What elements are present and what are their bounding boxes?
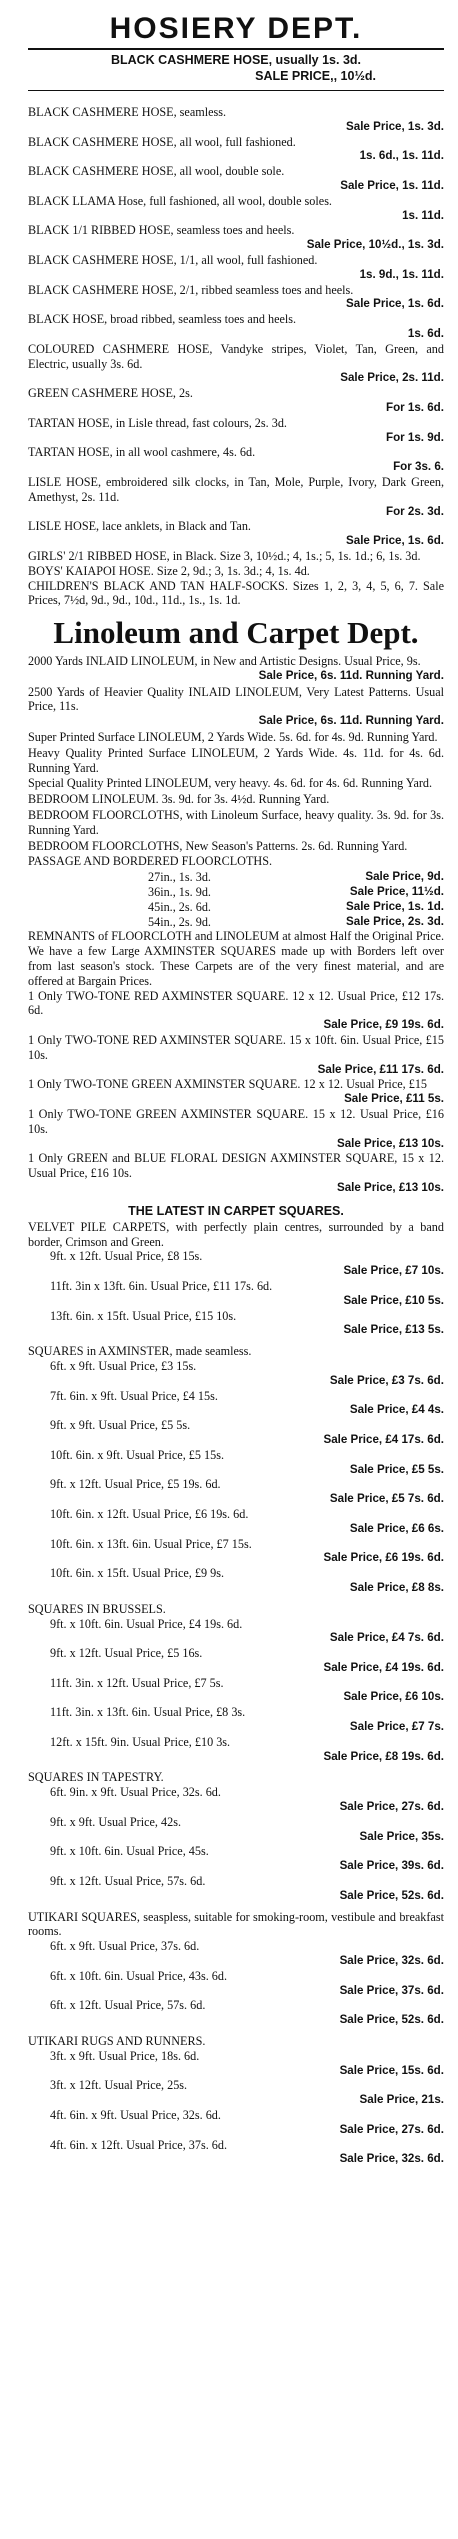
- carpet-groups: [28, 1220, 444, 2167]
- list-item: [28, 312, 444, 342]
- list-item: [28, 564, 444, 579]
- carpet-group-heading: VELVET PILE CARPETS, with perfectly plain centres, surrounded by a band border, Crimson and Green.: [28, 1219, 444, 1249]
- item-sale-price: 1s. 6d.: [407, 326, 444, 340]
- size-sale-price: Sale Price, £10 5s.: [343, 1293, 444, 1307]
- size-sale-price: Sale Price, £4 4s.: [349, 1403, 444, 1417]
- carpet-group: [28, 1220, 444, 1338]
- item-description: BLACK CASHMERE HOSE, seamless.: [28, 105, 227, 119]
- item-description: 1 Only GREEN and BLUE FLORAL DESIGN AXMINSTER SQUARE, 15 x 12. Usual Price, £16 10s.: [28, 1151, 444, 1181]
- carpet-squares-title: THE LATEST IN CARPET SQUARES.: [128, 1203, 344, 1218]
- size-sale-price: Sale Price, £6 10s.: [343, 1690, 444, 1704]
- item-description: BLACK HOSE, broad ribbed, seamless toes and heels.: [28, 312, 297, 327]
- banner-sale-price: SALE PRICE,, 10½d.: [255, 69, 376, 83]
- item-description: LISLE HOSE, lace anklets, in Black and Tan.: [28, 519, 251, 534]
- passage-price-rows: [28, 870, 444, 929]
- list-item: [28, 223, 444, 253]
- size-usual-price: 6ft. 9in. x 9ft. Usual Price, 32s. 6d.: [50, 1785, 221, 1800]
- axminster-squares-list: [28, 989, 444, 1196]
- item-description: 1 Only TWO-TONE RED AXMINSTER SQUARE. 15 x 10ft. 6in. Usual Price, £15 10s.: [28, 1033, 444, 1062]
- price-row: [28, 870, 444, 885]
- carpet-group-heading: UTIKARI RUGS AND RUNNERS.: [28, 2034, 206, 2049]
- row-size: 27in., 1s. 3d.: [148, 870, 211, 885]
- list-item: [28, 445, 444, 475]
- carpet-group: [28, 1910, 444, 2028]
- linoleum-list: [28, 654, 444, 869]
- list-item: [28, 808, 444, 838]
- item-sale-price: For 1s. 6d.: [386, 400, 444, 414]
- item-sale-price: For 2s. 3d.: [386, 504, 444, 518]
- list-item: [28, 579, 444, 609]
- size-sale-price: Sale Price, £4 17s. 6d.: [323, 1432, 444, 1446]
- item-description: Special Quality Printed LINOLEUM, very heavy. 4s. 6d. for 4s. 6d. Running Yard.: [28, 776, 433, 791]
- axminster-intro: [28, 944, 444, 988]
- size-sale-price: Sale Price, £5 7s. 6d.: [329, 1492, 444, 1506]
- item-sale-price: Sale Price, 1s. 6d.: [346, 297, 444, 311]
- size-sale-price: Sale Price, £13 5s.: [343, 1323, 444, 1337]
- banner-line: BLACK CASHMERE HOSE, usually 1s. 3d.: [110, 53, 362, 67]
- size-sale-price: Sale Price, £7 10s.: [343, 1264, 444, 1278]
- item-sale-price: Sale Price, £11 17s. 6d.: [317, 1062, 444, 1076]
- item-description: BLACK CASHMERE HOSE, all wool, full fashioned.: [28, 134, 296, 149]
- item-description: BLACK LLAMA Hose, full fashioned, all wool, double soles.: [28, 193, 332, 208]
- size-usual-price: 9ft. x 12ft. Usual Price, £5 19s. 6d.: [50, 1477, 221, 1492]
- size-usual-price: 6ft. x 9ft. Usual Price, 37s. 6d.: [50, 1939, 200, 1954]
- item-sale-price: 1s. 9d., 1s. 11d.: [359, 267, 444, 281]
- divider: [28, 90, 444, 91]
- carpet-group-heading: SQUARES in AXMINSTER, made seamless.: [28, 1344, 252, 1359]
- carpet-group-heading: UTIKARI SQUARES, seaspless, suitable for smoking-room, vestibule and breakfast rooms.: [28, 1909, 444, 1939]
- hosiery-banner: [28, 52, 444, 84]
- size-usual-price: 9ft. x 12ft. Usual Price, £8 15s.: [50, 1249, 203, 1264]
- size-usual-price: 10ft. 6in. x 13ft. 6in. Usual Price, £7 15s.: [50, 1536, 252, 1551]
- row-size: 36in., 1s. 9d.: [148, 885, 211, 900]
- list-item: [28, 386, 444, 416]
- item-description: 1 Only TWO-TONE GREEN AXMINSTER SQUARE. 12 x 12. Usual Price, £15: [28, 1077, 428, 1092]
- list-item: [28, 1107, 444, 1151]
- list-item: [28, 730, 444, 745]
- item-description: BLACK CASHMERE HOSE, all wool, double sole.: [28, 164, 285, 179]
- size-usual-price: 12ft. x 15ft. 9in. Usual Price, £10 3s.: [50, 1734, 231, 1749]
- item-sale-price: For 1s. 9d.: [386, 430, 444, 444]
- size-usual-price: 10ft. 6in. x 9ft. Usual Price, £5 15s.: [50, 1447, 224, 1462]
- item-description: BLACK CASHMERE HOSE, 2/1, ribbed seamless toes and heels.: [28, 282, 354, 297]
- size-usual-price: 6ft. x 12ft. Usual Price, 57s. 6d.: [50, 1998, 206, 2013]
- row-sale-price: Sale Price, 9d.: [365, 870, 444, 884]
- price-row: [28, 885, 444, 900]
- item-description: 2000 Yards INLAID LINOLEUM, in New and Artistic Designs. Usual Price, 9s.: [28, 654, 421, 669]
- size-sale-price: Sale Price, £4 19s. 6d.: [323, 1660, 444, 1674]
- size-usual-price: 9ft. x 10ft. 6in. Usual Price, 45s.: [50, 1844, 209, 1859]
- size-sale-price: Sale Price, £8 19s. 6d.: [323, 1749, 444, 1763]
- size-sale-price: Sale Price, 27s. 6d.: [339, 1800, 444, 1814]
- size-sale-price: Sale Price, 21s.: [359, 2093, 444, 2107]
- item-description: TARTAN HOSE, in all wool cashmere, 4s. 6d.: [28, 445, 256, 460]
- list-item: [28, 519, 444, 549]
- size-sale-price: Sale Price, 37s. 6d.: [339, 1983, 444, 1997]
- item-description: PASSAGE AND BORDERED FLOORCLOTHS.: [28, 854, 273, 869]
- item-description: BLACK CASHMERE HOSE, 1/1, all wool, full fashioned.: [28, 252, 318, 267]
- size-usual-price: 11ft. 3in. x 13ft. 6in. Usual Price, £8 3s.: [50, 1705, 246, 1720]
- list-item: [28, 654, 444, 684]
- linoleum-title: Linoleum and Carpet Dept.: [53, 615, 419, 651]
- list-item: [28, 1151, 444, 1195]
- list-item: [28, 135, 444, 165]
- size-sale-price: Sale Price, £7 7s.: [349, 1720, 444, 1734]
- item-description: 1 Only TWO-TONE GREEN AXMINSTER SQUARE. 15 x 12. Usual Price, £16 10s.: [28, 1107, 444, 1136]
- item-description: BLACK 1/1 RIBBED HOSE, seamless toes and heels.: [28, 223, 295, 238]
- size-usual-price: 9ft. x 12ft. Usual Price, £5 16s.: [50, 1646, 203, 1661]
- item-sale-price: 1s. 11d.: [402, 208, 444, 222]
- size-usual-price: 11ft. 3in x 13ft. 6in. Usual Price, £11 17s. 6d.: [50, 1278, 273, 1293]
- size-sale-price: Sale Price, 52s. 6d.: [339, 2013, 444, 2027]
- row-sale-price: Sale Price, 11½d.: [349, 885, 444, 899]
- list-item: [28, 194, 444, 224]
- list-item: [28, 746, 444, 776]
- list-item: [28, 685, 444, 729]
- row-sale-price: Sale Price, 1s. 1d.: [346, 899, 444, 913]
- row-size: 54in., 2s. 9d.: [148, 914, 211, 929]
- row-sale-price: Sale Price, 2s. 3d.: [346, 914, 444, 928]
- item-description: GIRLS' 2/1 RIBBED HOSE, in Black. Size 3, 10½d.; 4, 1s.; 5, 1s. 1d.; 6, 1s. 3d.: [28, 548, 421, 563]
- item-description: TARTAN HOSE, in Lisle thread, fast colours, 2s. 3d.: [28, 415, 287, 430]
- carpet-group-heading: SQUARES IN BRUSSELS.: [28, 1601, 166, 1616]
- carpet-group: [28, 1344, 444, 1596]
- item-description: BOYS' KAIAPOI HOSE. Size 2, 9d.; 3, 1s. 3d.; 4, 1s. 4d.: [28, 563, 310, 578]
- item-sale-price: Sale Price, 1s. 11d.: [340, 178, 444, 192]
- size-usual-price: 9ft. x 12ft. Usual Price, 57s. 6d.: [50, 1874, 206, 1889]
- size-usual-price: 4ft. 6in. x 12ft. Usual Price, 37s. 6d.: [50, 2137, 228, 2152]
- size-usual-price: 13ft. 6in. x 15ft. Usual Price, £15 10s.: [50, 1308, 237, 1323]
- list-item: [28, 342, 444, 386]
- list-item: [28, 164, 444, 194]
- size-sale-price: Sale Price, £4 7s. 6d.: [329, 1631, 444, 1645]
- size-sale-price: Sale Price, 32s. 6d.: [339, 1954, 444, 1968]
- size-sale-price: Sale Price, 52s. 6d.: [339, 1888, 444, 1902]
- size-usual-price: 10ft. 6in. x 15ft. Usual Price, £9 9s.: [50, 1566, 224, 1581]
- item-description: BEDROOM FLOORCLOTHS, with Linoleum Surface, heavy quality. 3s. 9d. for 3s. Running Yard.: [28, 808, 444, 837]
- size-usual-price: 3ft. x 12ft. Usual Price, 25s.: [50, 2078, 188, 2093]
- size-usual-price: 11ft. 3in. x 12ft. Usual Price, £7 5s.: [50, 1675, 224, 1690]
- hosiery-list: [28, 105, 444, 608]
- size-usual-price: 9ft. x 10ft. 6in. Usual Price, £4 19s. 6d.: [50, 1616, 243, 1631]
- item-description: Heavy Quality Printed Surface LINOLEUM, 2 Yards Wide. 4s. 11d. for 4s. 6d. Running Yard.: [28, 745, 444, 775]
- item-description: Super Printed Surface LINOLEUM, 2 Yards Wide. 5s. 6d. for 4s. 9d. Running Yard.: [28, 730, 438, 745]
- item-description: 2500 Yards of Heavier Quality INLAID LINOLEUM, Very Latest Patterns. Usual Price, 11s.: [28, 684, 444, 714]
- item-sale-price: Sale Price, £11 5s.: [344, 1092, 444, 1106]
- size-sale-price: Sale Price, 15s. 6d.: [339, 2063, 444, 2077]
- size-usual-price: 9ft. x 9ft. Usual Price, 42s.: [50, 1814, 181, 1829]
- list-item: [28, 776, 444, 791]
- item-sale-price: For 3s. 6.: [393, 460, 444, 474]
- size-usual-price: 10ft. 6in. x 12ft. Usual Price, £6 19s. 6d.: [50, 1506, 249, 1521]
- item-sale-price: Sale Price, 10½d., 1s. 3d.: [306, 238, 444, 252]
- size-sale-price: Sale Price, 32s. 6d.: [339, 2152, 444, 2166]
- size-usual-price: 7ft. 6in. x 9ft. Usual Price, £4 15s.: [50, 1388, 218, 1403]
- row-size: 45in., 2s. 6d.: [148, 899, 211, 914]
- item-sale-price: Sale Price, 6s. 11d. Running Yard.: [258, 668, 444, 682]
- item-description: CHILDREN'S BLACK AND TAN HALF-SOCKS. Sizes 1, 2, 3, 4, 5, 6, 7. Sale Prices, 7½d, 9d., 9d., 10d., 11d., 1s., 1s. 1d.: [28, 578, 444, 608]
- size-sale-price: Sale Price, £5 5s.: [349, 1462, 444, 1476]
- list-item: [28, 854, 444, 869]
- list-item: [28, 253, 444, 283]
- remnants-text: REMNANTS of FLOORCLOTH and LINOLEUM at almost Half the Original Price.: [28, 929, 445, 944]
- list-item: [28, 416, 444, 446]
- list-item: [28, 989, 444, 1033]
- axminster-intro-text: We have a few Large AXMINSTER SQUARES made up with Borders left over from last season's stock. These Carpets are of the very finest material, and are offered at Bargain Prices.: [28, 944, 444, 988]
- list-item: [28, 792, 444, 807]
- price-row: [28, 900, 444, 915]
- hosiery-title: HOSIERY DEPT.: [109, 12, 363, 45]
- remnants-note: [28, 929, 444, 944]
- list-item: [28, 839, 444, 854]
- size-sale-price: Sale Price, 27s. 6d.: [339, 2122, 444, 2136]
- item-sale-price: Sale Price, 1s. 6d.: [346, 534, 444, 548]
- item-sale-price: 1s. 6d., 1s. 11d.: [359, 149, 444, 163]
- size-usual-price: 6ft. x 9ft. Usual Price, £3 15s.: [50, 1358, 197, 1373]
- carpet-group: [28, 1770, 444, 1903]
- size-sale-price: Sale Price, £3 7s. 6d.: [329, 1373, 444, 1387]
- item-description: GREEN CASHMERE HOSE, 2s.: [28, 386, 193, 401]
- item-sale-price: Sale Price, £13 10s.: [336, 1180, 444, 1194]
- divider: [28, 48, 444, 50]
- size-sale-price: Sale Price, £8 8s.: [349, 1580, 444, 1594]
- size-sale-price: Sale Price, 39s. 6d.: [339, 1859, 444, 1873]
- size-usual-price: 3ft. x 9ft. Usual Price, 18s. 6d.: [50, 2048, 200, 2063]
- item-sale-price: Sale Price, 1s. 3d.: [346, 119, 444, 133]
- item-description: LISLE HOSE, embroidered silk clocks, in Tan, Mole, Purple, Ivory, Dark Green, Amethyst, 2s. 11d.: [28, 474, 444, 504]
- item-sale-price: Sale Price, 2s. 11d.: [340, 371, 444, 385]
- size-sale-price: Sale Price, 35s.: [359, 1829, 444, 1843]
- carpet-group: [28, 1602, 444, 1765]
- list-item: [28, 475, 444, 519]
- list-item: [28, 1077, 444, 1107]
- list-item: [28, 283, 444, 313]
- list-item: [28, 1033, 444, 1077]
- item-description: BEDROOM FLOORCLOTHS, New Season's Patterns. 2s. 6d. Running Yard.: [28, 838, 408, 853]
- item-description: 1 Only TWO-TONE RED AXMINSTER SQUARE. 12 x 12. Usual Price, £12 17s. 6d.: [28, 988, 444, 1018]
- item-sale-price: Sale Price, £9 19s. 6d.: [323, 1018, 444, 1032]
- price-row: [28, 915, 444, 930]
- size-sale-price: Sale Price, £6 19s. 6d.: [323, 1551, 444, 1565]
- list-item: [28, 105, 444, 135]
- size-sale-price: Sale Price, £6 6s.: [349, 1521, 444, 1535]
- item-description: COLOURED CASHMERE HOSE, Vandyke stripes, Violet, Tan, Green, and Electric, usually 3s. 6d.: [28, 341, 444, 371]
- item-sale-price: Sale Price, 6s. 11d. Running Yard.: [258, 714, 444, 728]
- carpet-group: [28, 2034, 444, 2167]
- size-usual-price: 9ft. x 9ft. Usual Price, £5 5s.: [50, 1418, 191, 1433]
- size-usual-price: 4ft. 6in. x 9ft. Usual Price, 32s. 6d.: [50, 2108, 221, 2122]
- list-item: [28, 549, 444, 564]
- item-description: BEDROOM LINOLEUM. 3s. 9d. for 3s. 4½d. Running Yard.: [28, 792, 330, 807]
- item-sale-price: Sale Price, £13 10s.: [336, 1136, 444, 1150]
- size-usual-price: 6ft. x 10ft. 6in. Usual Price, 43s. 6d.: [50, 1968, 228, 1983]
- carpet-group-heading: SQUARES IN TAPESTRY.: [28, 1770, 164, 1785]
